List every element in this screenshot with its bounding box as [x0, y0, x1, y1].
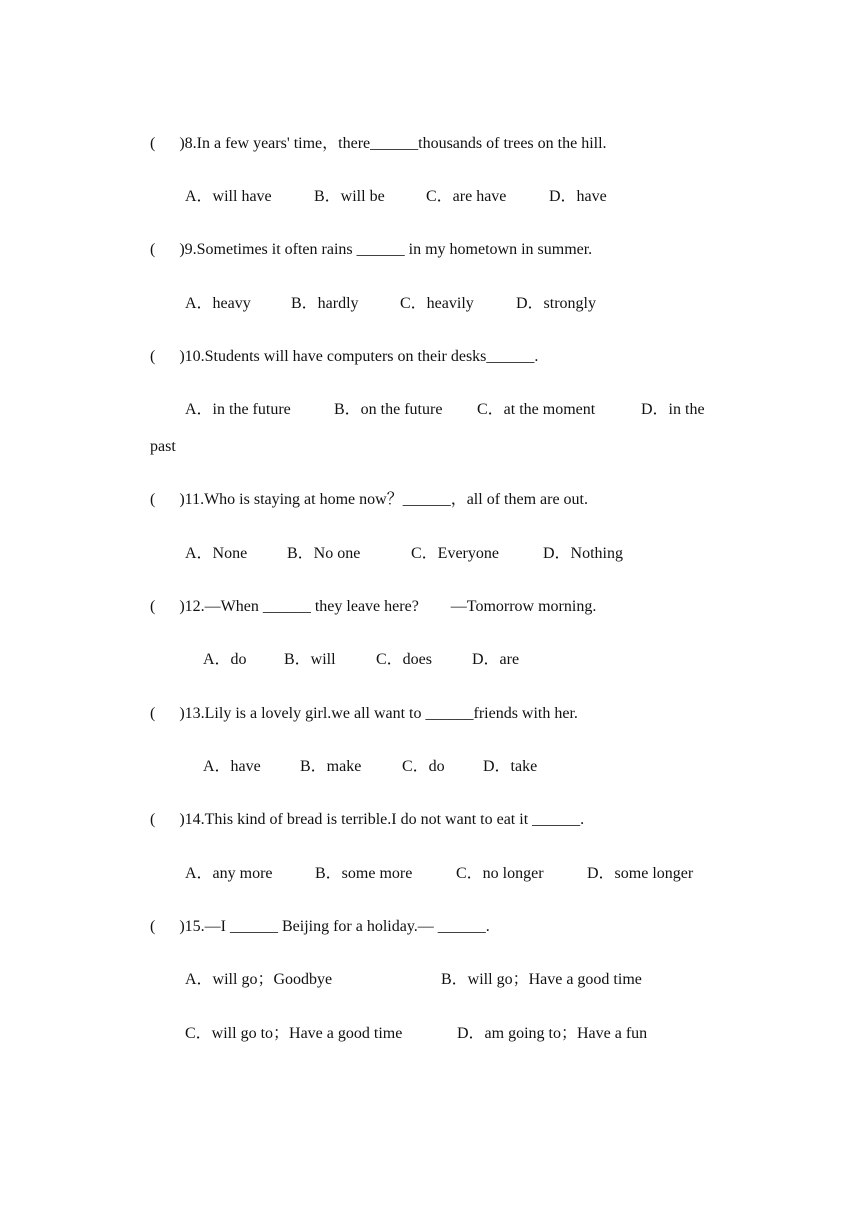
q8-option-b: B．will be — [314, 188, 385, 205]
q11-option-a: A．None — [185, 545, 248, 562]
q15-option-d: D．am going to；Have a fun — [457, 1025, 648, 1042]
q14-option-c: C．no longer — [456, 865, 544, 882]
q14-option-b: B．some more — [315, 865, 413, 882]
q8-option-a: A．will have — [185, 188, 272, 205]
q13-option-a: A．have — [203, 758, 261, 775]
q13-option-c: C．do — [402, 758, 445, 775]
q11-option-b: B．No one — [287, 545, 361, 562]
q9-option-a: A．heavy — [185, 295, 251, 312]
q10-option-c: C．at the moment — [477, 401, 596, 418]
q12-option-a: A．do — [203, 651, 247, 668]
q15-option-c: C．will go to；Have a good time — [185, 1025, 403, 1042]
q10-option-a: A．in the future — [185, 401, 291, 418]
q12-option-c: C．does — [376, 651, 433, 668]
q12-option-d: D．are — [472, 651, 520, 668]
question-11-stem: ( )11.Who is staying at home now？______，all of them are out. — [150, 491, 588, 508]
q15-option-b: B．will go；Have a good time — [441, 971, 642, 988]
q12-option-b: B．will — [284, 651, 336, 668]
question-13-stem: ( )13.Lily is a lovely girl.we all want to ______friends with her. — [150, 705, 578, 722]
q13-option-d: D．take — [483, 758, 538, 775]
q9-option-c: C．heavily — [400, 295, 474, 312]
q9-option-b: B．hardly — [291, 295, 359, 312]
q8-option-d: D．have — [549, 188, 607, 205]
q10-option-b: B．on the future — [334, 401, 443, 418]
q11-option-d: D．Nothing — [543, 545, 624, 562]
q14-option-a: A．any more — [185, 865, 273, 882]
question-9-stem: ( )9.Sometimes it often rains ______ in my hometown in summer. — [150, 241, 593, 258]
question-15-stem: ( )15.—I ______ Beijing for a holiday.— ______. — [150, 918, 490, 935]
question-8-stem: ( )8.In a few years' time，there______thousands of trees on the hill. — [150, 135, 607, 152]
question-14-stem: ( )14.This kind of bread is terrible.I do not want to eat it ______. — [150, 811, 585, 828]
q15-option-a: A．will go；Goodbye — [185, 971, 333, 988]
q11-option-c: C．Everyone — [411, 545, 499, 562]
q10-option-d-continuation: past — [150, 438, 176, 455]
q8-option-c: C．are have — [426, 188, 507, 205]
question-10-stem: ( )10.Students will have computers on their desks______. — [150, 348, 539, 365]
q13-option-b: B．make — [300, 758, 362, 775]
q14-option-d: D．some longer — [587, 865, 694, 882]
q9-option-d: D．strongly — [516, 295, 597, 312]
q10-option-d: D．in the — [641, 401, 705, 418]
question-12-stem: ( )12.—When ______ they leave here? —Tomorrow morning. — [150, 598, 597, 615]
